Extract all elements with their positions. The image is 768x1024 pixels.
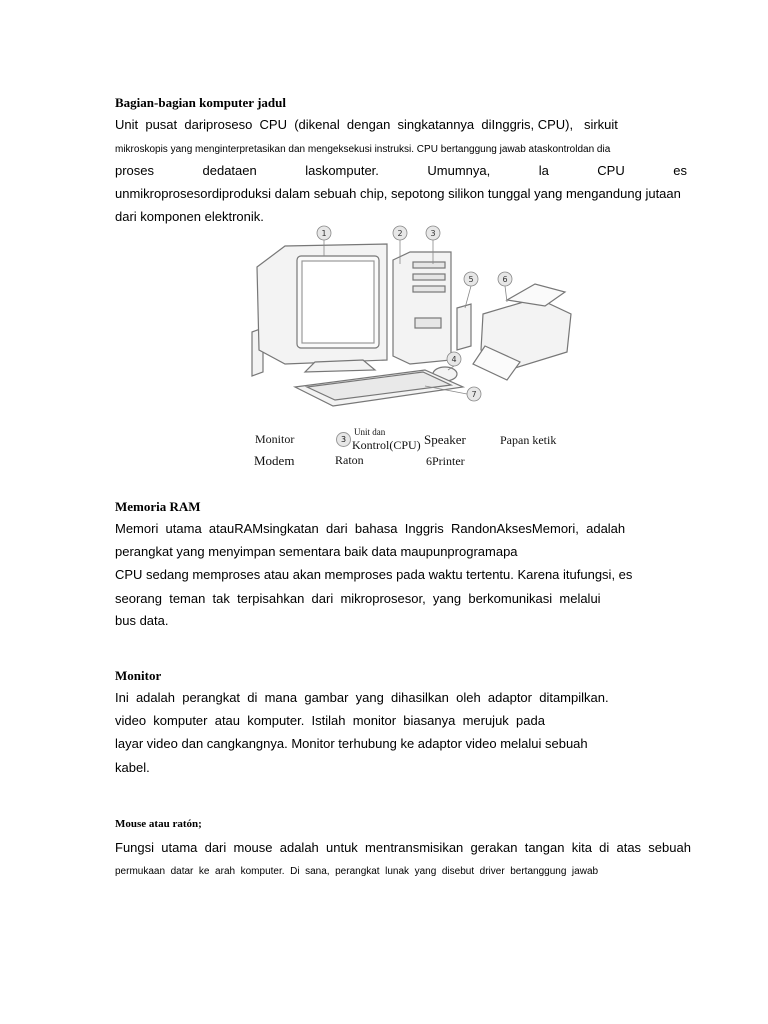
callout-number: 7 <box>471 390 477 399</box>
word: laskomputer. <box>305 163 379 178</box>
word: es <box>673 163 687 178</box>
caption-papan-ketik: Papan ketik <box>500 433 557 447</box>
word: CPU <box>597 163 625 178</box>
caption-unit-top: Unit dan <box>354 427 386 437</box>
caption-raton: Raton <box>335 453 364 467</box>
word: la <box>538 163 549 178</box>
paragraph-line: Ini adalah perangkat di mana gambar yang dihasilkan oleh adaptor ditampilkan. <box>115 690 609 705</box>
paragraph-line: Memori utama atauRAMsingkatan dari bahasa Inggris RandonAksesMemori, adalah <box>115 521 626 536</box>
paragraph-line: permukaan datar ke arah komputer. Di sana, perangkat lunak yang disebut driver bertanggung jawab <box>115 866 599 877</box>
callout-number: 6 <box>502 275 508 284</box>
word: proses <box>115 163 155 178</box>
heading-memoria-ram: Memoria RAM <box>115 499 201 514</box>
paragraph-line: mikroskopis yang menginterpretasikan dan mengeksekusi instruksi. CPU bertanggung jawab ataskontroldan dia <box>115 144 611 155</box>
computer-drawing <box>245 222 585 407</box>
paragraph-line: bus data. <box>115 613 169 628</box>
caption-unit-bottom: Kontrol(CPU) <box>352 438 421 452</box>
callout-number: 1 <box>321 229 327 238</box>
paragraph-line: video komputer atau komputer. Istilah monitor biasanya merujuk pada <box>115 713 545 728</box>
paragraph-line: seorang teman tak terpisahkan dari mikroprosesor, yang berkomunikasi melalui <box>115 591 601 606</box>
callout-number: 5 <box>468 275 474 284</box>
callout-number: 3 <box>430 229 436 238</box>
heading-bagian-komputer: Bagian-bagian komputer jadul <box>115 95 286 110</box>
paragraph-line: unmikroprosesordiproduksi dalam sebuah chip, sepotong silikon tunggal yang mengandung jutaan <box>115 186 681 201</box>
cpu-tower-shape <box>393 252 451 364</box>
paragraph-line: Fungsi utama dari mouse adalah untuk mentransmisikan gerakan tangan kita di atas sebuah <box>115 840 691 855</box>
caption-callout-3: 3 <box>336 432 351 447</box>
paragraph-line: layar video dan cangkangnya. Monitor terhubung ke adaptor video melalui sebuah <box>115 736 588 751</box>
right-speaker-shape <box>457 304 471 350</box>
paragraph-line: kabel. <box>115 760 150 775</box>
caption-speaker: Speaker <box>424 432 466 447</box>
heading-monitor: Monitor <box>115 668 162 683</box>
caption-printer: 6Printer <box>426 454 465 468</box>
paragraph-line: Unit pusat dariproseso CPU (dikenal dengan singkatannya diInggris, CPU), sirkuit <box>115 117 618 132</box>
monitor-stand-shape <box>305 360 375 372</box>
computer-parts-illustration <box>245 222 585 472</box>
callout-number: 2 <box>397 229 403 238</box>
caption-monitor: Monitor <box>255 432 295 446</box>
paragraph-line: dari komponen elektronik. <box>115 209 264 224</box>
heading-mouse: Mouse atau ratón; <box>115 818 202 830</box>
paragraph-line: CPU sedang memproses atau akan memproses pada waktu tertentu. Karena itufungsi, es <box>115 567 633 582</box>
callout-number: 4 <box>451 355 457 364</box>
caption-modem: Modem <box>254 453 295 468</box>
word: Umumnya, <box>427 163 491 178</box>
word: dedataen <box>202 163 257 178</box>
paragraph-line-justified <box>115 163 687 179</box>
paragraph-line: perangkat yang menyimpan sementara baik data maupunprogramapa <box>115 544 518 559</box>
